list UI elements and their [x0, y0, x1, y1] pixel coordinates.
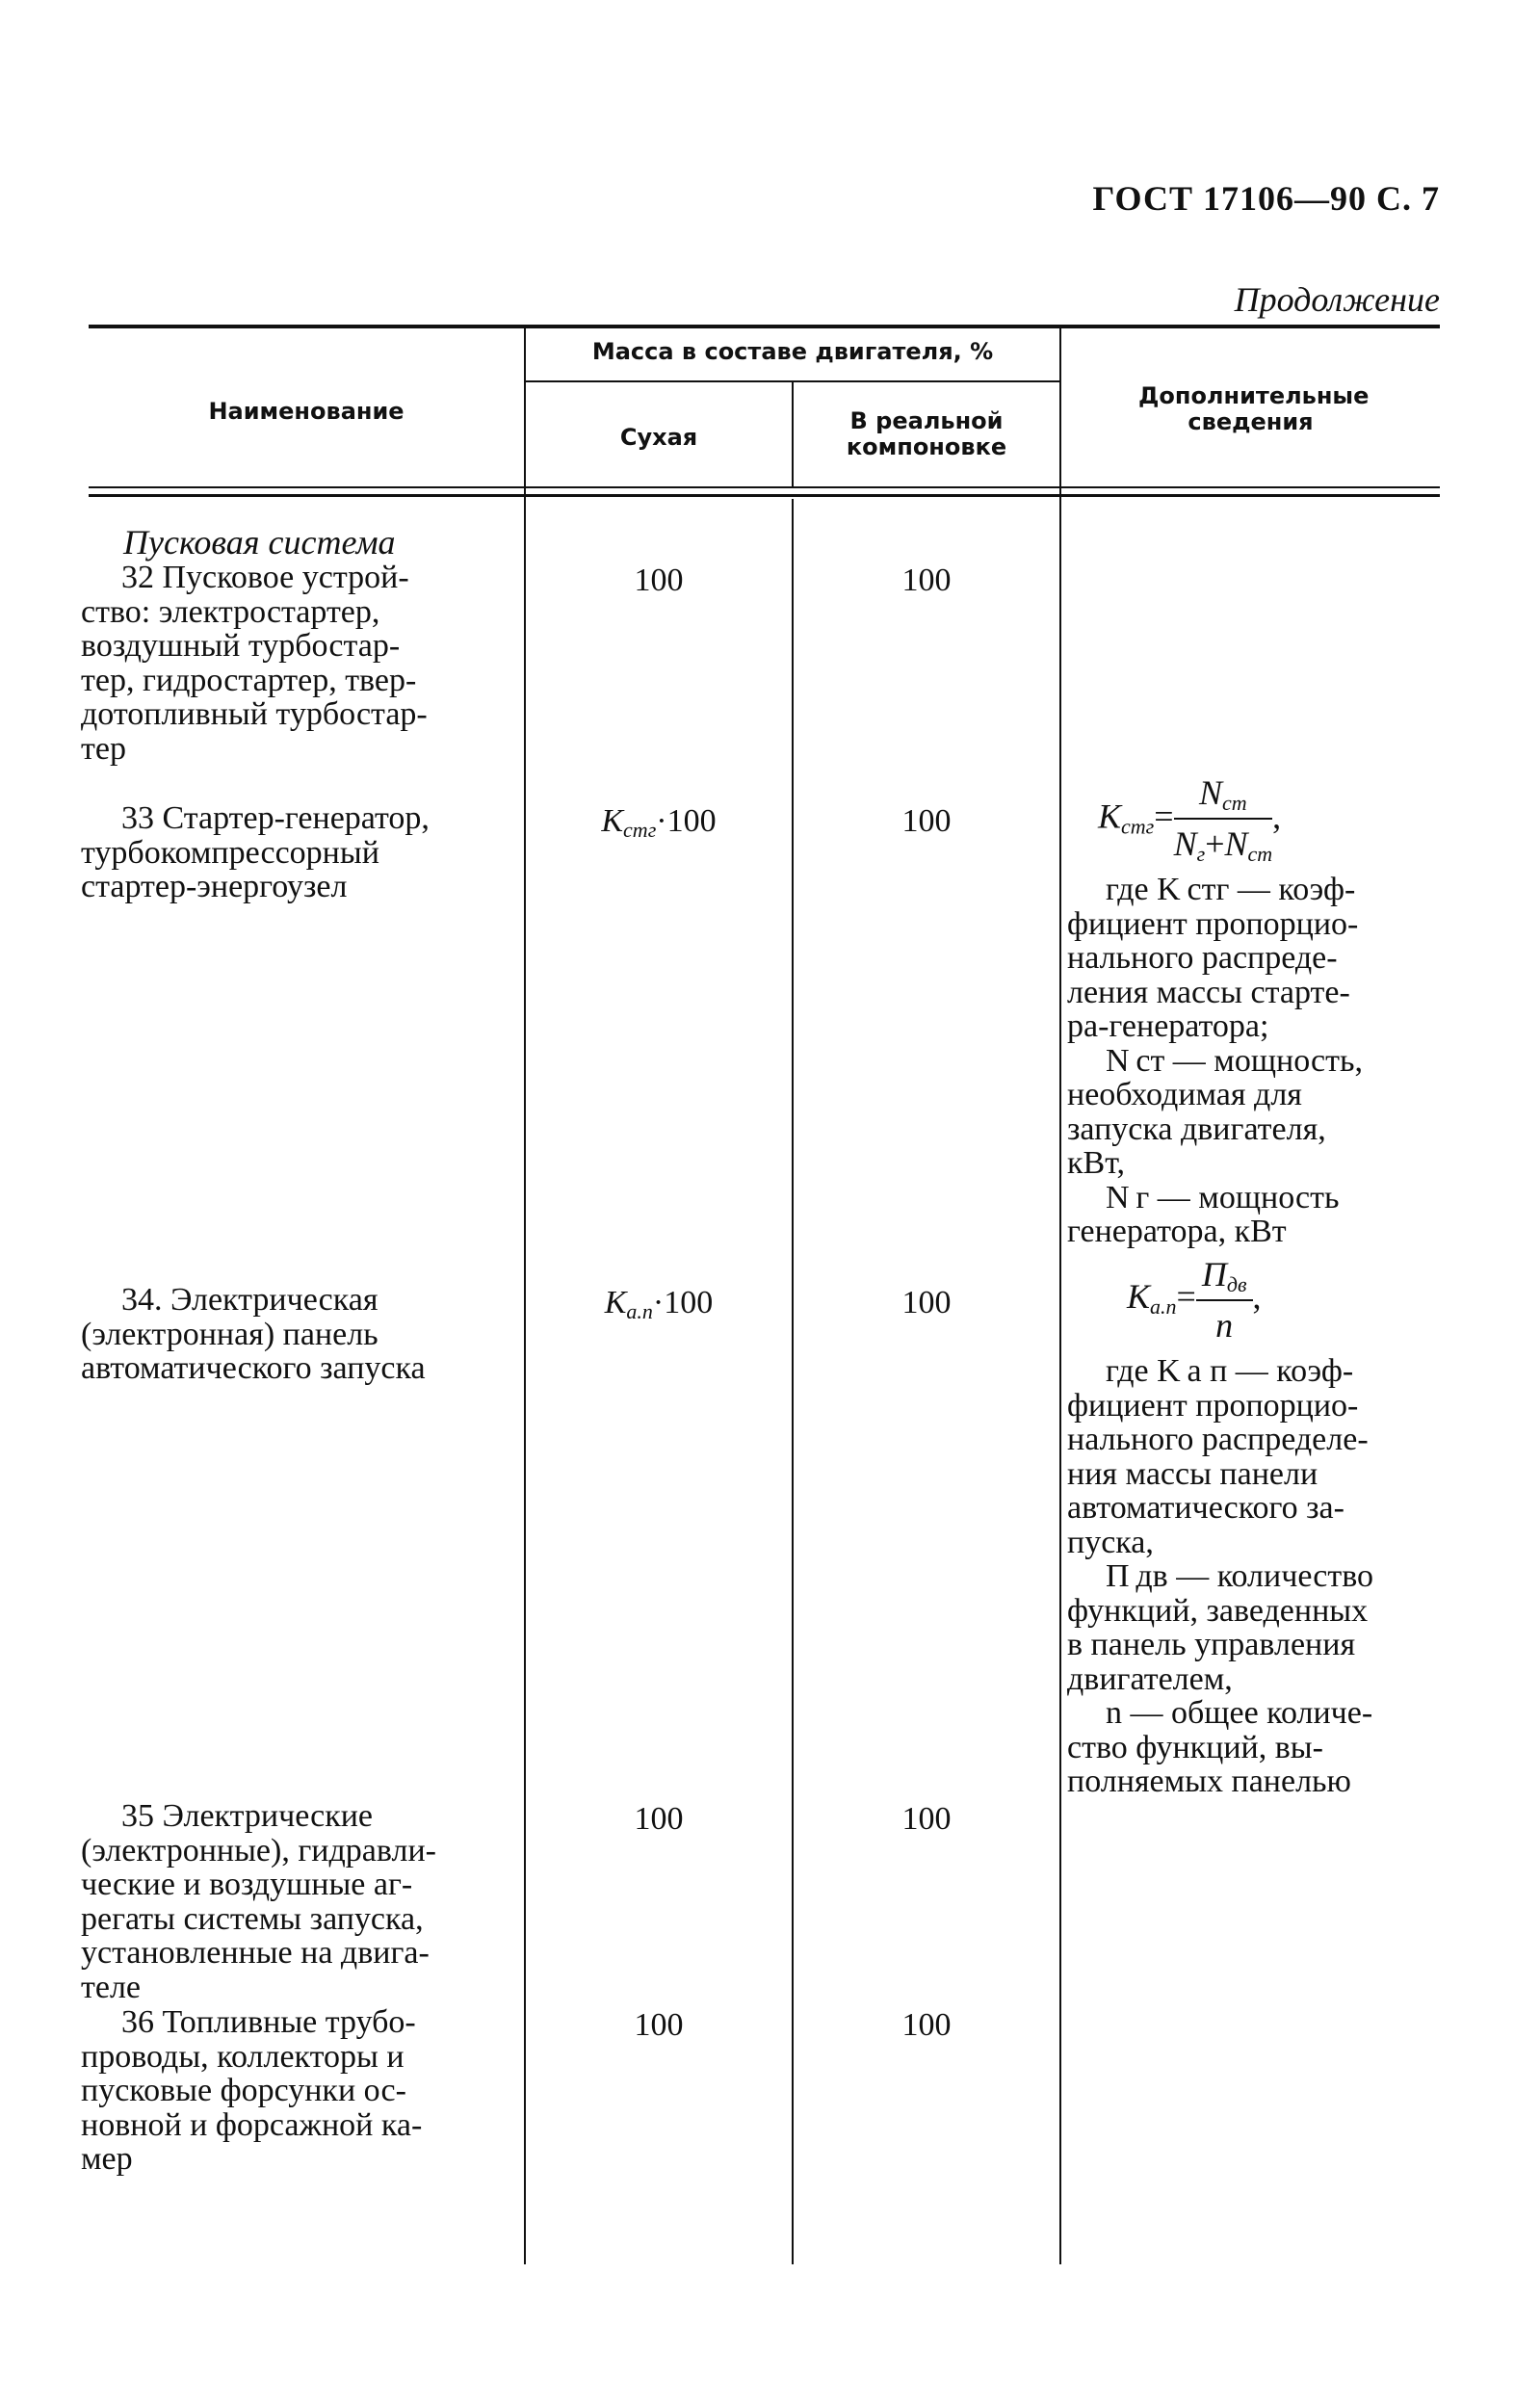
fraction: $\frac{N_{ст}}{N_г+N_{ст}}$: [1173, 773, 1273, 866]
row-33-formula: $K_{стг}=$ $\frac{N_{ст}}{N_г+N_{ст}}$ ,: [1098, 773, 1282, 866]
row-36-name: 36 Топливные трубо- проводы, коллекторы и пусковые форсунки ос- новной и форсажной ка- мер: [81, 2004, 423, 2177]
row-34-formula: $K_{а.п}=$ $\frac{П_{дв}}{n}$ ,: [1127, 1255, 1262, 1345]
col-separator-3: [1059, 328, 1061, 2264]
document-code: ГОСТ 17106—90 С. 7: [1092, 179, 1440, 218]
row-32-name: 32 Пусковое устрой- ство: электростартер, воздушный турбостар- тер, гидростартер, твер- дотопливный турбостар- тер: [81, 560, 428, 767]
col-separator-2-body: [792, 499, 794, 2264]
row-33-notes: где K стг — коэф- фициент пропорцио- нального распреде- ления массы старте- ра-генератора; N ст — мощность, необходимая для запуска двигателя, кВт, N г — мощность генератора, кВт: [1067, 872, 1364, 1249]
section-title: Пусковая система: [123, 523, 396, 562]
header-name: Наименование: [208, 398, 405, 425]
row-34-notes: где K а п — коэф- фициент пропорцио- нального распределе- ния массы панели автоматического за- пуска, П дв — количество функций, заведенных в панель управления двигателем, n — общее количе- ство функций, вы- полняемых панелью: [1067, 1353, 1374, 1799]
header-dry: Сухая: [619, 424, 698, 451]
header-real: В реальной компоновке: [846, 407, 1007, 460]
row-33-real: 100: [901, 803, 952, 839]
row-36-dry: 100: [634, 2007, 684, 2043]
row-34-real: 100: [901, 1285, 952, 1320]
row-35-dry: 100: [634, 1801, 684, 1837]
header-bottom-rule-1: [89, 486, 1440, 488]
row-33-dry: $K_{стг}\cdot 100$: [601, 803, 717, 842]
row-32-dry: 100: [634, 562, 684, 598]
table-top-rule: [89, 325, 1440, 328]
row-34-dry: $K_{а.п}\cdot 100$: [604, 1285, 714, 1323]
header-bottom-rule-2: [89, 494, 1440, 497]
header-extra: Дополнительные сведения: [1138, 382, 1370, 435]
fraction: $\frac{П_{дв}}{n}$: [1196, 1254, 1253, 1346]
continued-label: Продолжение: [1234, 280, 1440, 319]
row-35-name: 35 Электрические (электронные), гидравли- ческие и воздушные аг- регаты системы запуска, установленные на двига- теле: [81, 1798, 436, 2005]
row-32-real: 100: [901, 562, 952, 598]
row-36-real: 100: [901, 2007, 952, 2043]
row-34-name: 34. Электрическая (электронная) панель автоматического запуска: [81, 1282, 426, 1386]
header-mass-group: Масса в составе двигателя, %: [591, 338, 994, 365]
row-35-real: 100: [901, 1801, 952, 1837]
row-33-name: 33 Стартер-генератор, турбокомпрессорный стартер-энергоузел: [81, 800, 430, 904]
